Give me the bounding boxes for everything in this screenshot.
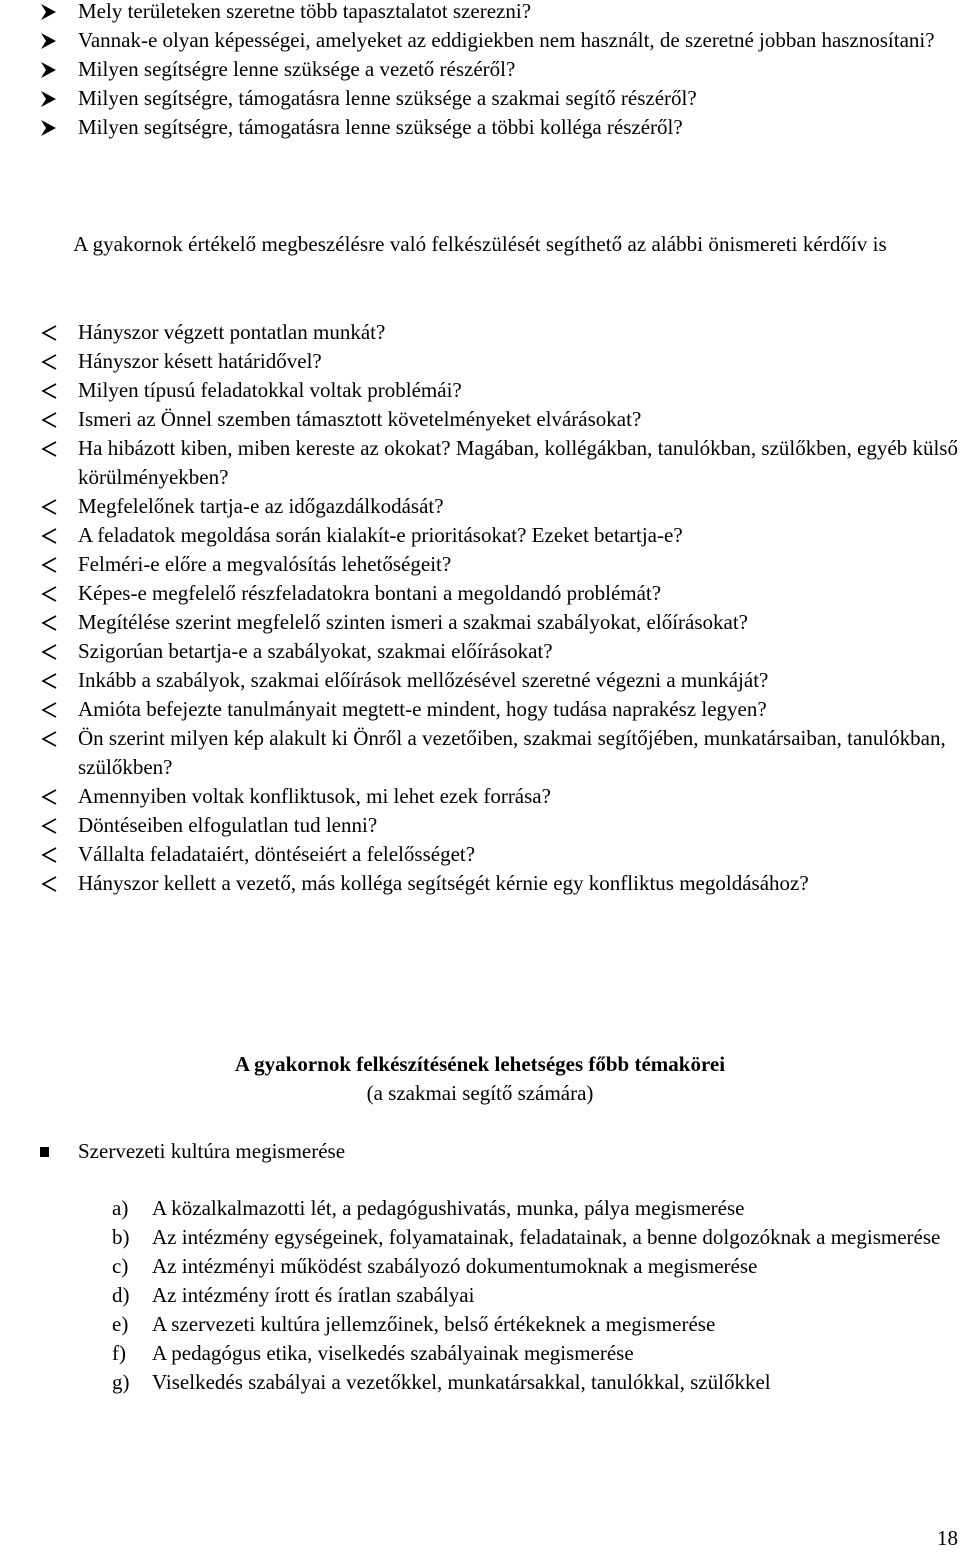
list-item — [38, 521, 958, 550]
angle-bullet-icon — [40, 347, 60, 376]
topic-text: Szervezeti kultúra megismerése — [78, 1139, 346, 1163]
angle-bullet-icon — [40, 376, 60, 405]
list-item — [112, 1310, 957, 1339]
item-letter: a) — [112, 1196, 129, 1220]
item-text: A közalkalmazotti lét, a pedagógushivatás, munka, pálya megismerése — [152, 1196, 745, 1220]
arrowhead-bullet-icon — [38, 84, 60, 113]
angle-bullet-icon — [40, 318, 60, 347]
list-item — [38, 347, 958, 376]
subtopic-list — [112, 1194, 957, 1397]
item-text: Az intézmény egységeinek, folyamatainak, feladatainak, a benne dolgozóknak a megismerése — [152, 1225, 941, 1249]
list-item — [38, 724, 958, 782]
list-item — [38, 318, 958, 347]
question-text: Milyen típusú feladatokkal voltak problémái? — [78, 378, 462, 402]
list-item — [38, 405, 958, 434]
item-letter: g) — [112, 1370, 130, 1394]
question-text: Megítélése szerint megfelelő szinten ismeri a szakmai szabályokat, előírásokat? — [78, 610, 748, 634]
list-item — [112, 1194, 957, 1223]
question-text: Döntéseiben elfogulatlan tud lenni? — [78, 813, 378, 837]
list-item — [112, 1368, 957, 1397]
list-item — [38, 55, 938, 84]
question-text: Amennyiben voltak konfliktusok, mi lehet ezek forrása? — [78, 784, 551, 808]
question-text: Ismeri az Önnel szemben támasztott követelményeket elvárásokat? — [78, 407, 642, 431]
angle-bullet-icon — [40, 608, 60, 637]
item-text: Viselkedés szabályai a vezetőkkel, munkatársakkal, tanulókkal, szülőkkel — [152, 1370, 771, 1394]
page-number: 18 — [937, 1526, 958, 1550]
list-item — [112, 1252, 957, 1281]
list-item — [38, 579, 958, 608]
list-item-text: Mely területeken szeretne több tapasztalatot szerezni? — [78, 0, 532, 23]
angle-bullet-icon — [40, 637, 60, 666]
list-item — [38, 492, 958, 521]
list-item — [38, 434, 958, 492]
list-item — [38, 869, 958, 898]
item-text: A pedagógus etika, viselkedés szabályainak megismerése — [152, 1341, 634, 1365]
item-text: Az intézményi működést szabályozó dokumentumoknak a megismerése — [152, 1254, 758, 1278]
list-item-text: Milyen segítségre, támogatásra lenne szüksége a többi kolléga részéről? — [78, 115, 683, 139]
angle-bullet-icon — [40, 579, 60, 608]
item-text: Az intézmény írott és íratlan szabályai — [152, 1283, 475, 1307]
question-text: Felméri-e előre a megvalósítás lehetőségeit? — [78, 552, 452, 576]
list-item — [38, 695, 958, 724]
list-item — [38, 840, 958, 869]
angle-bullet-icon — [40, 811, 60, 840]
intro-paragraph: A gyakornok értékelő megbeszélésre való felkészülését segíthető az alábbi önismereti kérdőív is — [73, 232, 887, 256]
list-item — [38, 608, 958, 637]
list-item — [38, 0, 938, 26]
question-text: Ön szerint milyen kép alakult ki Önről a vezetőiben, szakmai segítőjében, munkatársaiban, tanulókban, szülőkben? — [78, 726, 946, 779]
angle-bullet-icon — [40, 840, 60, 869]
arrowhead-bullet-icon — [38, 113, 60, 142]
angle-bullet-icon — [40, 666, 60, 695]
list-item — [38, 376, 958, 405]
item-letter: b) — [112, 1225, 130, 1249]
question-text: Ha hibázott kiben, miben kereste az okokat? Magában, kollégákban, tanulókban, szülőkben, egyéb külső körülményekben? — [78, 436, 958, 489]
question-text: Hányszor kellett a vezető, más kolléga segítségét kérnie egy konfliktus megoldásához? — [78, 871, 809, 895]
angle-bullet-icon — [40, 782, 60, 811]
list-item — [38, 666, 958, 695]
list-item — [38, 637, 958, 666]
angle-bullet-icon — [40, 724, 60, 753]
list-item — [38, 113, 938, 142]
question-text: Hányszor késett határidővel? — [78, 349, 322, 373]
item-letter: c) — [112, 1254, 129, 1278]
angle-bullet-icon — [40, 550, 60, 579]
square-bullet-icon — [40, 1147, 49, 1157]
list-item-text: Milyen segítségre lenne szüksége a vezető részéről? — [78, 57, 516, 81]
section-title: A gyakornok felkészítésének lehetséges főbb témakörei — [234, 1052, 726, 1076]
question-text: Amióta befejezte tanulmányait megtett-e mindent, hogy tudása naprakész legyen? — [78, 697, 767, 721]
arrowhead-bullet-icon — [38, 55, 60, 84]
topic-item — [38, 1137, 345, 1166]
angle-bullet-icon — [40, 869, 60, 898]
question-text: Vállalta feladataiért, döntéseiért a felelősséget? — [78, 842, 476, 866]
angle-bullet-icon — [40, 695, 60, 724]
arrowhead-bullet-icon — [38, 0, 60, 26]
question-text: Hányszor végzett pontatlan munkát? — [78, 320, 386, 344]
question-text: Képes-e megfelelő részfeladatokra bontani a megoldandó problémát? — [78, 581, 662, 605]
list-item — [112, 1339, 957, 1368]
list-item-text: Milyen segítségre, támogatásra lenne szüksége a szakmai segítő részéről? — [78, 86, 697, 110]
question-text: Inkább a szabályok, szakmai előírások mellőzésével szeretné végezni a munkáját? — [78, 668, 769, 692]
item-letter: d) — [112, 1283, 130, 1307]
arrowhead-bullet-icon — [38, 26, 60, 55]
list-item — [112, 1223, 957, 1252]
list-item — [112, 1281, 957, 1310]
item-letter: e) — [112, 1312, 129, 1336]
question-text: Szigorúan betartja-e a szabályokat, szakmai előírásokat? — [78, 639, 553, 663]
list-item — [38, 26, 938, 55]
question-list — [38, 318, 958, 898]
item-text: A szervezeti kultúra jellemzőinek, belső értékeknek a megismerése — [152, 1312, 716, 1336]
list-item — [38, 782, 958, 811]
list-item-text: Vannak-e olyan képességei, amelyeket az eddigiekben nem használt, de szeretné jobban hasznosítani? — [78, 28, 935, 52]
list-item — [38, 84, 938, 113]
list-item — [38, 811, 958, 840]
item-letter: f) — [112, 1341, 126, 1365]
section-subtitle: (a szakmai segítő számára) — [366, 1081, 594, 1105]
angle-bullet-icon — [40, 492, 60, 521]
angle-bullet-icon — [40, 405, 60, 434]
list-item — [38, 550, 958, 579]
angle-bullet-icon — [40, 434, 60, 463]
top-bullet-list — [38, 0, 938, 142]
question-text: A feladatok megoldása során kialakít-e prioritásokat? Ezeket betartja-e? — [78, 523, 683, 547]
section-heading — [0, 1050, 960, 1108]
question-text: Megfelelőnek tartja-e az időgazdálkodását? — [78, 494, 444, 518]
angle-bullet-icon — [40, 521, 60, 550]
